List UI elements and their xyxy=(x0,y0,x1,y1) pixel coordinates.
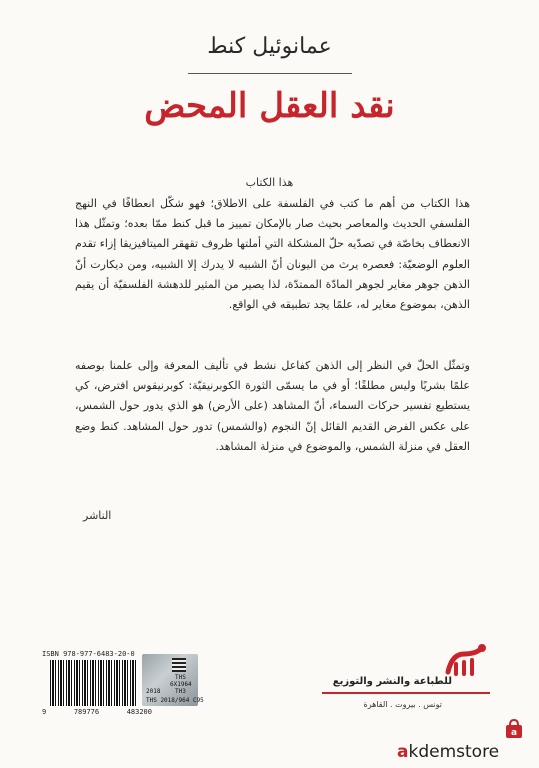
sticker-line: THS xyxy=(175,674,186,681)
title-divider xyxy=(188,73,352,74)
publisher-name: للطباعة والنشر والتوزيع xyxy=(332,676,452,687)
description-paragraph-2: وتمثّل الحلّ في النظر إلى الذهن كفاعل نشط في تأليف المعرفة وإلى علمنا بوصفه علمًا بشريًا وليس مطلقًا؛ أو في ما يسمّى الثورة الكوبرنيقيّة: كوبرنيقوس افترض، كي يستطيع تفسير حركات السماء، أنّ المشاهد (على الأرض) هو الذي يدور حول الشمس، على عكس الفرض القديم القائل إنّ النجوم (والشمس) تدور حول المشاهد. كنط وضع العقل في منزلة الشمس، والموضوع في منزلة المشاهد. xyxy=(75,359,470,453)
publisher-logo-icon xyxy=(442,640,488,680)
description-paragraph-1: هذا الكتاب من أهم ما كتب في الفلسفة على الاطلاق؛ فهو شكّل انعطافًا في النهج الفلسفي الحديث والمعاصر بحيث صار بالإمكان تمييز ما قبل كنط ممّا بعده؛ وتمثّل هذا الانعطاف بخاصّة في تصدّيه حلّ المشكلة التي أملتها ظروف تقهقر الميتافيزيقا إزاء تقدم العلوم الوضعيّة: فعصره يرث من اليونان أنّ الشبيه لا يدرك إلا الشبيه، ومن ديكارت أنّ الذهن جوهر مغاير لجوهر المادّة الممتدّة، لذا يصير من المثير للدهشة الفلسفيّة أن يقيم الذهن، بموضوع مغاير له، علمًا يجد تطبيقه في الواقع. xyxy=(75,197,470,312)
isbn-text: ISBN 978-977-6483-20-0 xyxy=(42,650,135,658)
publisher-signature: الناشر xyxy=(83,509,112,522)
store-watermark-rest: kdemstore xyxy=(408,742,500,762)
hologram-sticker xyxy=(142,654,204,706)
barcode-block xyxy=(42,650,204,718)
barcode-digit-left: 9 xyxy=(42,708,47,716)
barcode-digits xyxy=(42,708,152,716)
about-heading: هذا الكتاب xyxy=(245,176,294,189)
publisher-divider xyxy=(322,692,490,694)
barcode-digit-mid: 789776 xyxy=(73,708,100,716)
store-watermark xyxy=(397,742,499,764)
store-watermark-prefix: a xyxy=(397,742,409,762)
barcode-digit-right: 483200 xyxy=(126,708,152,716)
publisher-cities: تونس . بيروت . القاهرة xyxy=(363,700,442,709)
book-title: نقد العقل المحض xyxy=(144,86,395,126)
barcode-icon xyxy=(50,660,138,706)
sticker-line: 6X1964 xyxy=(170,681,192,688)
sticker-line: TH3 xyxy=(175,688,186,695)
publisher-block xyxy=(322,640,492,716)
author-name: عمانوئيل كنط xyxy=(207,34,332,59)
shopping-bag-icon xyxy=(503,718,525,740)
sticker-line: THS 2018/964 C95 xyxy=(146,697,204,704)
qr-code-icon xyxy=(172,658,186,672)
svg-text:a: a xyxy=(510,728,518,738)
sticker-line: 2018 xyxy=(146,688,161,695)
